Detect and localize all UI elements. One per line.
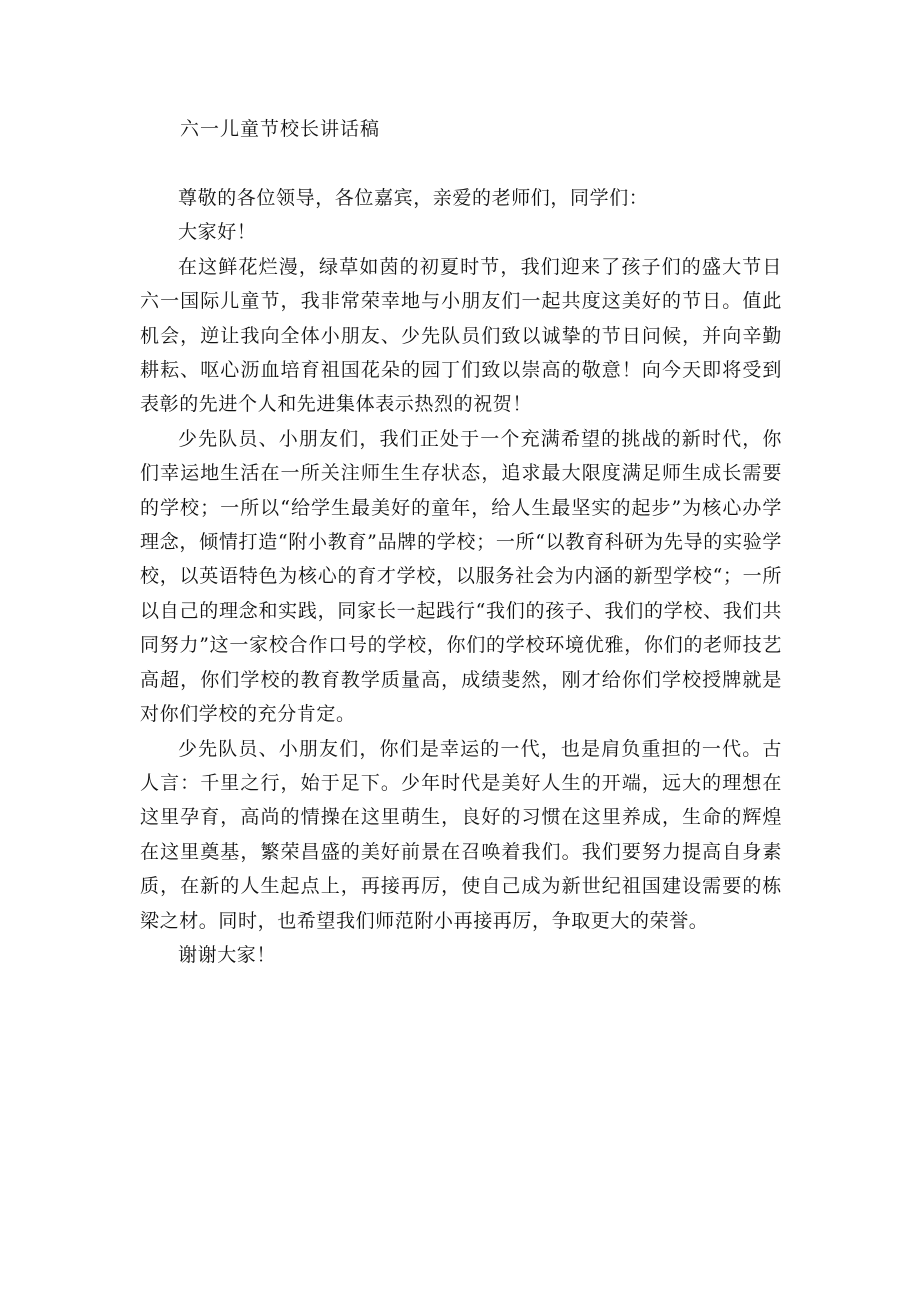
body-paragraph: 少先队员、小朋友们，你们是幸运的一代，也是肩负重担的一代。古人言：千里之行，始于足下。少年时代是美好人生的开端，远大的理想在这里孕育，高尚的情操在这里萌生，良好的习惯在这里养成，生命的辉煌在这里奠基，繁荣昌盛的美好前景在召唤着我们。我们要努力提高自身素质，在新的人生起点上，再接再厉，使自己成为新世纪祖国建设需要的栋梁之材。同时，也希望我们师范附小再接再厉，争取更大的荣誉。: [140, 737, 782, 932]
document-body: [140, 181, 782, 972]
greeting-paragraph: 大家好！: [178, 221, 257, 244]
closing-paragraph: 谢谢大家！: [178, 943, 277, 966]
body-paragraph: 在这鲜花烂漫，绿草如茵的初夏时节，我们迎来了孩子们的盛大节日六一国际儿童节，我非常荣幸地与小朋友们一起共度这美好的节日。值此机会，逆让我向全体小朋友、少先队员们致以诚挚的节日问候，并向辛勤耕耘、呕心沥血培育祖国花朵的园丁们致以崇高的敬意！向今天即将受到表彰的先进个人和先进集体表示热烈的祝贺！: [140, 255, 782, 416]
body-paragraph: 少先队员、小朋友们，我们正处于一个充满希望的挑战的新时代，你们幸运地生活在一所关注师生生存状态，追求最大限度满足师生成长需要的学校；一所以“给学生最美好的童年，给人生最坚实的起步”为核心办学理念，倾情打造“附小教育”品牌的学校；一所“以教育科研为先导的实验学校，以英语特色为核心的育才学校，以服务社会为内涵的新型学校“；一所以自己的理念和实践，同家长一起践行“我们的孩子、我们的学校、我们共同努力”这一家校合作口号的学校，你们的学校环境优雅，你们的老师技艺高超，你们学校的教育教学质量高，成绩斐然，刚才给你们学校授牌就是对你们学校的充分肯定。: [140, 427, 782, 726]
document-title: 六一儿童节校长讲话稿: [180, 118, 381, 140]
salutation-paragraph: 尊敬的各位领导，各位嘉宾，亲爱的老师们，同学们：: [178, 187, 649, 209]
